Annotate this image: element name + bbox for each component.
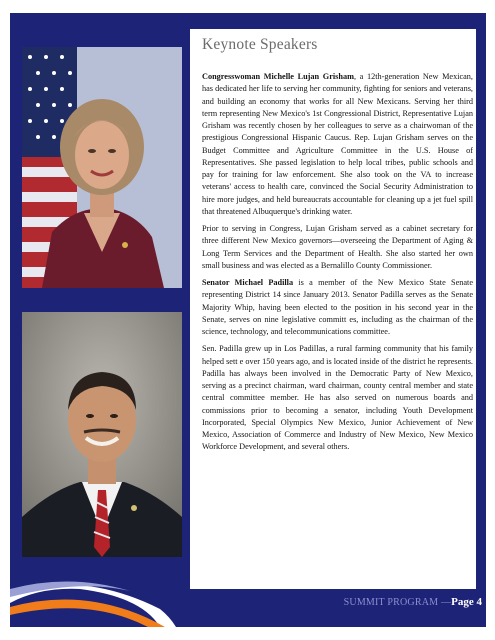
speaker-photo-grisham [22, 47, 182, 288]
footer-bar [190, 589, 486, 627]
speaker-bios [202, 71, 473, 459]
footer-label: SUMMIT PROGRAM — [343, 597, 452, 608]
speaker-name: Senator Michael Padilla [202, 278, 294, 287]
bio-text: is a member of the New Mexico State Senate representing District 14 since January 2013. Senator Padilla serves as the Senate Majority Whip, having been elected to the position in his second year in the Senate, serves on nine legislative committ es, including as the chairman of the science, technology, and telecommunications committee. [202, 278, 473, 336]
bio-paragraph [202, 71, 473, 218]
speaker-photo-padilla [22, 312, 182, 557]
bio-paragraph: Prior to serving in Congress, Lujan Grisham served as a cabinet secretary for three different New Mexico governors—overseeing the Department of Aging & Long Term Services and the Department of Health. She also started her own small business and was elected as a Bernalillo County Commissioner. [202, 224, 473, 270]
bio-paragraph [202, 277, 473, 338]
speaker-name: Congresswoman Michelle Lujan Grisham [202, 72, 354, 81]
page-title: Keynote Speakers [202, 36, 318, 53]
footer [190, 596, 482, 608]
page-number: Page 4 [451, 596, 482, 608]
bio-text: , a 12th-generation New Mexican, has dedicated her life to serving her community, fighting for seniors and veterans, and building an economy that works for all New Mexicans. Serving her third term representing New Mexico's 1st Congressional District, Representative Lujan Grisham was recently chosen by her colleagues to serve as a chairwoman of the prestigious Congressional Hispanic Caucus. Rep. Lujan Grisham serves on the Budget Committee and Agriculture Committee in the U.S. House of Representatives. She passed legislation to help local tribes, public schools and pay for training for law enforcement. She also took on the VA to increase veterans' access to health care, convinced the Social Security Administration to hire more judges, and held bureaucrats accountable for cleaning up a jet fuel spill that threatened Albuquerque's drinking water. [202, 72, 473, 216]
decorative-swoosh [10, 565, 190, 627]
bio-paragraph: Sen. Padilla grew up in Los Padillas, a rural farming community that his family helped sett e over 150 years ago, and is located inside of the district he represents. Padilla has always been involved in the Democratic Party of New Mexico, serving as a precinct chairman, ward chairman, county central member and state central committee member. He has also served on numerous boards and commissions prior to becoming a senator, including Youth Development Incorporated, Special Olympics New Mexico, Junior Achievement of New Mexico, Association of Commerce and Industry of New Mexico, New Mexico Workforce Development, and several others. [202, 344, 473, 452]
